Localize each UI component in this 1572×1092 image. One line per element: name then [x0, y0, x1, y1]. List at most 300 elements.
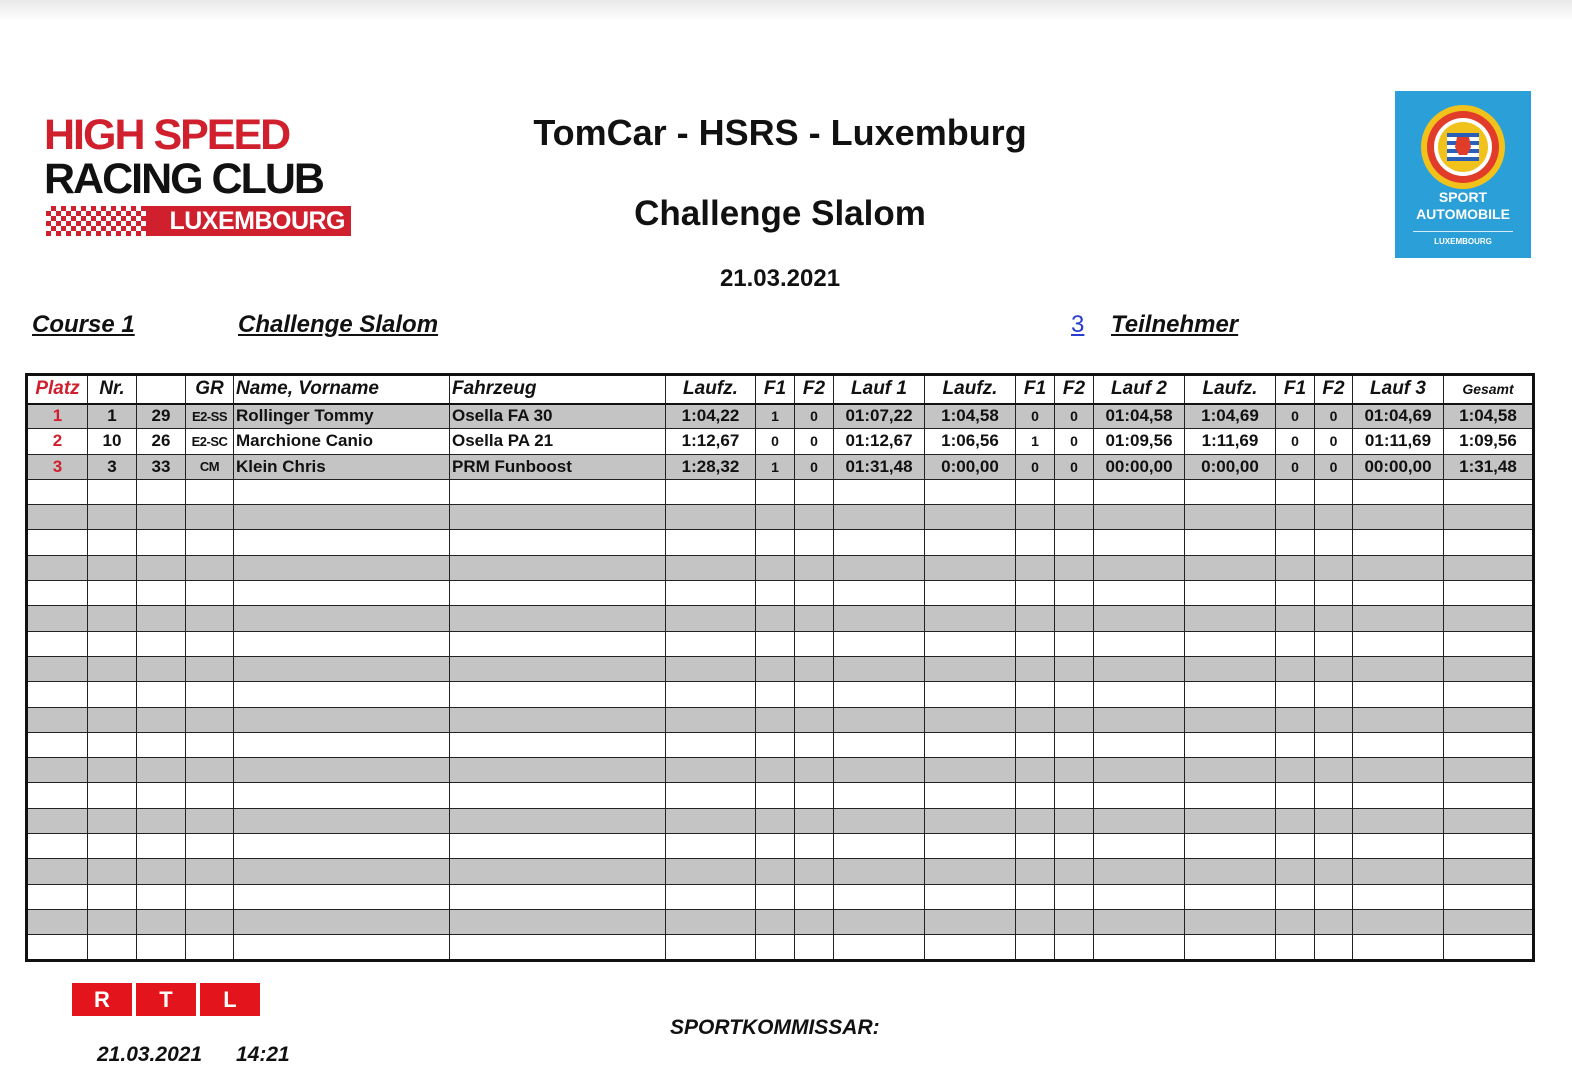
table-cell: [795, 935, 834, 960]
table-cell: 00:00,00: [1353, 454, 1444, 479]
table-cell: [834, 758, 925, 783]
table-cell: [1016, 505, 1055, 530]
table-cell: [450, 682, 666, 707]
table-cell: [834, 909, 925, 934]
table-cell: [1276, 935, 1315, 960]
empty-row: [27, 909, 1534, 934]
table-cell: [88, 935, 137, 960]
acl-line2: AUTOMOBILE: [1416, 206, 1510, 222]
table-cell: [1444, 884, 1534, 909]
table-cell: [1315, 732, 1353, 757]
table-cell: [1016, 783, 1055, 808]
table-cell: [186, 479, 234, 504]
table-cell: [1276, 884, 1315, 909]
table-cell: [1444, 606, 1534, 631]
table-cell: [1353, 479, 1444, 504]
table-row: [27, 404, 1534, 429]
table-cell: [234, 505, 450, 530]
table-cell: 0: [795, 429, 834, 454]
table-cell: E2-SC: [186, 429, 234, 454]
table-cell: [1016, 606, 1055, 631]
table-cell: [450, 859, 666, 884]
table-cell: [1444, 935, 1534, 960]
table-cell: [1185, 935, 1276, 960]
table-cell: [1353, 505, 1444, 530]
table-cell: [1315, 631, 1353, 656]
table-cell: [450, 884, 666, 909]
table-cell: [1094, 732, 1185, 757]
table-cell: 1:12,67: [666, 429, 756, 454]
table-cell: [925, 555, 1016, 580]
table-cell: [27, 808, 88, 833]
table-cell: [834, 935, 925, 960]
table-cell: 0:00,00: [1185, 454, 1276, 479]
table-cell: [27, 707, 88, 732]
table-cell: 1:04,69: [1185, 404, 1276, 429]
event-label: Challenge Slalom: [238, 311, 439, 338]
table-cell: [1094, 581, 1185, 606]
table-cell: [1055, 656, 1094, 681]
table-cell: [795, 505, 834, 530]
table-cell: [1353, 707, 1444, 732]
table-cell: [234, 581, 450, 606]
table-cell: [795, 808, 834, 833]
participant-count-link[interactable]: 3: [1071, 311, 1085, 338]
table-cell: [88, 834, 137, 859]
table-cell: Klein Chris: [234, 454, 450, 479]
table-cell: [137, 909, 186, 934]
table-cell: Marchione Canio: [234, 429, 450, 454]
table-cell: [666, 884, 756, 909]
empty-row: [27, 479, 1534, 504]
table-cell: [137, 530, 186, 555]
table-cell: [1094, 859, 1185, 884]
table-cell: [450, 732, 666, 757]
table-cell: [186, 707, 234, 732]
column-header: Laufz.: [925, 375, 1016, 404]
table-cell: [795, 631, 834, 656]
table-cell: 01:04,69: [1353, 404, 1444, 429]
table-cell: 0: [1055, 429, 1094, 454]
column-header: F2: [795, 375, 834, 404]
table-cell: [756, 732, 795, 757]
table-cell: 3: [27, 454, 88, 479]
table-cell: [1315, 581, 1353, 606]
table-cell: [1444, 555, 1534, 580]
table-cell: [1315, 859, 1353, 884]
table-cell: [756, 530, 795, 555]
table-cell: [234, 884, 450, 909]
table-cell: [137, 631, 186, 656]
table-cell: Osella PA 21: [450, 429, 666, 454]
empty-row: [27, 682, 1534, 707]
table-cell: [88, 555, 137, 580]
column-header: Platz: [27, 375, 88, 404]
table-cell: 1:09,56: [1444, 429, 1534, 454]
table-cell: [666, 555, 756, 580]
table-cell: [88, 884, 137, 909]
table-cell: [795, 479, 834, 504]
table-cell: [186, 884, 234, 909]
table-cell: 0: [1055, 454, 1094, 479]
table-cell: 3: [88, 454, 137, 479]
table-cell: [450, 479, 666, 504]
empty-row: [27, 707, 1534, 732]
column-header: [137, 375, 186, 404]
table-cell: [234, 909, 450, 934]
table-cell: 0: [1016, 454, 1055, 479]
footer-time: 14:21: [236, 1043, 290, 1066]
table-cell: [1094, 530, 1185, 555]
table-cell: [1315, 606, 1353, 631]
table-cell: [186, 682, 234, 707]
table-cell: [1016, 758, 1055, 783]
table-cell: [1315, 909, 1353, 934]
table-cell: [1016, 859, 1055, 884]
table-cell: [1444, 682, 1534, 707]
table-cell: [450, 834, 666, 859]
rtl-logo: [72, 983, 264, 1016]
table-cell: [1094, 935, 1185, 960]
column-header: Name, Vorname: [234, 375, 450, 404]
table-cell: [137, 479, 186, 504]
table-cell: [795, 656, 834, 681]
table-cell: [88, 707, 137, 732]
table-cell: [1016, 631, 1055, 656]
table-cell: [186, 581, 234, 606]
table-cell: [666, 909, 756, 934]
table-cell: [756, 859, 795, 884]
table-cell: 1:06,56: [925, 429, 1016, 454]
table-cell: [1353, 732, 1444, 757]
table-cell: 0: [795, 454, 834, 479]
table-cell: 1:04,58: [925, 404, 1016, 429]
table-cell: [1276, 479, 1315, 504]
table-cell: [1185, 808, 1276, 833]
table-cell: [756, 834, 795, 859]
logo-line3: LUXEMBOURG: [146, 206, 351, 236]
table-cell: [186, 859, 234, 884]
table-cell: 00:00,00: [1094, 454, 1185, 479]
table-cell: [795, 606, 834, 631]
column-header: F1: [1276, 375, 1315, 404]
table-cell: [1276, 732, 1315, 757]
table-cell: [795, 783, 834, 808]
empty-row: [27, 783, 1534, 808]
participants-label: Teilnehmer: [1111, 311, 1239, 338]
rtl-letter: T: [136, 983, 196, 1016]
empty-row: [27, 530, 1534, 555]
table-cell: [234, 732, 450, 757]
column-header: Fahrzeug: [450, 375, 666, 404]
empty-row: [27, 884, 1534, 909]
table-cell: [137, 732, 186, 757]
table-cell: [1444, 909, 1534, 934]
table-cell: [1444, 530, 1534, 555]
table-cell: 1: [27, 404, 88, 429]
table-cell: 0: [1055, 404, 1094, 429]
table-cell: [1315, 707, 1353, 732]
table-cell: [137, 808, 186, 833]
table-cell: [1315, 505, 1353, 530]
column-header: Gesamt: [1444, 375, 1534, 404]
table-cell: 2: [27, 429, 88, 454]
table-cell: [1055, 682, 1094, 707]
table-cell: [1055, 505, 1094, 530]
table-cell: [88, 581, 137, 606]
table-cell: 0:00,00: [925, 454, 1016, 479]
empty-row: [27, 808, 1534, 833]
table-cell: [1185, 479, 1276, 504]
column-header: Laufz.: [1185, 375, 1276, 404]
logo-line2: RACING CLUB: [44, 155, 323, 203]
table-cell: [795, 834, 834, 859]
table-cell: [1353, 581, 1444, 606]
table-cell: [137, 656, 186, 681]
table-cell: [756, 656, 795, 681]
table-cell: [1353, 884, 1444, 909]
table-cell: [1276, 555, 1315, 580]
table-cell: [925, 783, 1016, 808]
table-cell: [1185, 682, 1276, 707]
table-cell: [1016, 479, 1055, 504]
table-cell: [1185, 631, 1276, 656]
table-cell: [925, 859, 1016, 884]
table-cell: [186, 935, 234, 960]
table-cell: [1055, 758, 1094, 783]
table-cell: 29: [137, 404, 186, 429]
table-cell: [234, 707, 450, 732]
table-cell: [834, 631, 925, 656]
table-cell: [925, 631, 1016, 656]
table-cell: [137, 707, 186, 732]
table-cell: [186, 530, 234, 555]
table-cell: [756, 707, 795, 732]
table-cell: [1094, 682, 1185, 707]
table-cell: [1444, 732, 1534, 757]
table-cell: [1444, 581, 1534, 606]
table-cell: [1016, 732, 1055, 757]
table-cell: [756, 555, 795, 580]
column-header: F1: [1016, 375, 1055, 404]
table-cell: [834, 555, 925, 580]
table-cell: [27, 682, 88, 707]
column-header: GR: [186, 375, 234, 404]
table-cell: [1315, 682, 1353, 707]
empty-row: [27, 935, 1534, 960]
table-cell: 1:31,48: [1444, 454, 1534, 479]
table-cell: [1185, 505, 1276, 530]
table-cell: [1094, 656, 1185, 681]
table-cell: [1276, 783, 1315, 808]
table-cell: [666, 834, 756, 859]
table-cell: [1315, 884, 1353, 909]
table-cell: [450, 758, 666, 783]
acl-line3: LUXEMBOURG: [1434, 237, 1492, 246]
table-cell: [1185, 656, 1276, 681]
table-cell: [1276, 682, 1315, 707]
table-cell: [1185, 783, 1276, 808]
divider: [1413, 231, 1513, 232]
table-cell: [88, 682, 137, 707]
table-cell: 01:04,58: [1094, 404, 1185, 429]
table-cell: [27, 758, 88, 783]
table-cell: [1353, 859, 1444, 884]
rtl-letter: L: [200, 983, 260, 1016]
table-cell: [1055, 935, 1094, 960]
document-date: 21.03.2021: [719, 265, 841, 292]
table-cell: [666, 682, 756, 707]
table-cell: [234, 631, 450, 656]
table-cell: [756, 909, 795, 934]
table-cell: 1:28,32: [666, 454, 756, 479]
table-cell: [1094, 606, 1185, 631]
table-cell: [1055, 732, 1094, 757]
table-cell: [27, 884, 88, 909]
table-cell: [234, 808, 450, 833]
table-cell: [1094, 808, 1185, 833]
table-cell: [186, 732, 234, 757]
table-cell: [137, 859, 186, 884]
table-cell: [1444, 859, 1534, 884]
table-cell: [1315, 783, 1353, 808]
table-cell: [1185, 555, 1276, 580]
table-cell: E2-SS: [186, 404, 234, 429]
column-header: Lauf 1: [834, 375, 925, 404]
column-header: F2: [1055, 375, 1094, 404]
table-cell: [925, 808, 1016, 833]
table-cell: [234, 682, 450, 707]
empty-row: [27, 732, 1534, 757]
table-cell: 01:11,69: [1353, 429, 1444, 454]
table-cell: [925, 530, 1016, 555]
table-cell: [1353, 909, 1444, 934]
table-cell: [137, 884, 186, 909]
table-cell: [834, 682, 925, 707]
viewer-top-bar: [0, 0, 1572, 22]
table-cell: [1276, 808, 1315, 833]
table-cell: [137, 834, 186, 859]
table-cell: [925, 834, 1016, 859]
table-cell: [1276, 505, 1315, 530]
table-cell: [925, 479, 1016, 504]
table-cell: [137, 505, 186, 530]
table-cell: [756, 884, 795, 909]
acl-line1: SPORT: [1438, 189, 1488, 205]
table-cell: [1055, 631, 1094, 656]
table-cell: [756, 682, 795, 707]
table-cell: [27, 783, 88, 808]
table-cell: [925, 656, 1016, 681]
table-cell: [1016, 935, 1055, 960]
table-cell: [1276, 581, 1315, 606]
table-cell: [1055, 884, 1094, 909]
table-cell: [88, 530, 137, 555]
table-cell: [1016, 707, 1055, 732]
footer-date: 21.03.2021: [97, 1043, 203, 1066]
table-cell: [834, 530, 925, 555]
table-cell: [795, 555, 834, 580]
table-cell: [88, 505, 137, 530]
rtl-letter: R: [72, 983, 132, 1016]
table-cell: [1353, 530, 1444, 555]
table-cell: [1094, 884, 1185, 909]
table-cell: 1: [756, 454, 795, 479]
column-header: Lauf 3: [1353, 375, 1444, 404]
table-row: [27, 454, 1534, 479]
table-cell: [1094, 783, 1185, 808]
table-cell: [666, 505, 756, 530]
table-cell: [1315, 834, 1353, 859]
table-cell: [88, 909, 137, 934]
table-cell: [834, 859, 925, 884]
table-cell: [1315, 935, 1353, 960]
table-cell: 1:11,69: [1185, 429, 1276, 454]
table-cell: [1185, 859, 1276, 884]
table-cell: [834, 834, 925, 859]
table-cell: 0: [1315, 404, 1353, 429]
table-cell: [1055, 834, 1094, 859]
table-cell: [27, 479, 88, 504]
table-cell: [795, 859, 834, 884]
table-cell: CM: [186, 454, 234, 479]
table-cell: [1094, 505, 1185, 530]
table-cell: [1315, 758, 1353, 783]
table-cell: [1444, 656, 1534, 681]
table-cell: 1:04,22: [666, 404, 756, 429]
table-cell: [666, 631, 756, 656]
sport-automobile-luxembourg-logo: [1395, 91, 1531, 258]
table-cell: [1353, 555, 1444, 580]
table-cell: [186, 758, 234, 783]
table-cell: [88, 783, 137, 808]
table-cell: [925, 606, 1016, 631]
table-cell: [795, 530, 834, 555]
table-cell: [88, 606, 137, 631]
table-cell: [666, 479, 756, 504]
table-cell: [1094, 707, 1185, 732]
table-cell: [1353, 606, 1444, 631]
table-cell: [834, 884, 925, 909]
table-cell: [1094, 479, 1185, 504]
table-cell: [1444, 834, 1534, 859]
table-cell: 01:09,56: [1094, 429, 1185, 454]
table-cell: [666, 935, 756, 960]
table-cell: 01:31,48: [834, 454, 925, 479]
table-cell: [1016, 656, 1055, 681]
table-cell: [666, 783, 756, 808]
table-cell: [234, 783, 450, 808]
table-cell: [1185, 732, 1276, 757]
table-cell: [834, 783, 925, 808]
table-cell: 01:07,22: [834, 404, 925, 429]
table-cell: [1055, 783, 1094, 808]
table-cell: [834, 479, 925, 504]
table-cell: [137, 758, 186, 783]
table-cell: [756, 606, 795, 631]
table-cell: [234, 656, 450, 681]
table-cell: [1276, 530, 1315, 555]
table-cell: Osella FA 30: [450, 404, 666, 429]
table-cell: [186, 656, 234, 681]
table-cell: [1185, 581, 1276, 606]
column-header: Lauf 2: [1094, 375, 1185, 404]
table-cell: [88, 758, 137, 783]
table-cell: [756, 783, 795, 808]
logo-line1: HIGH SPEED: [44, 111, 290, 159]
table-row: [27, 429, 1534, 454]
table-cell: 1: [88, 404, 137, 429]
